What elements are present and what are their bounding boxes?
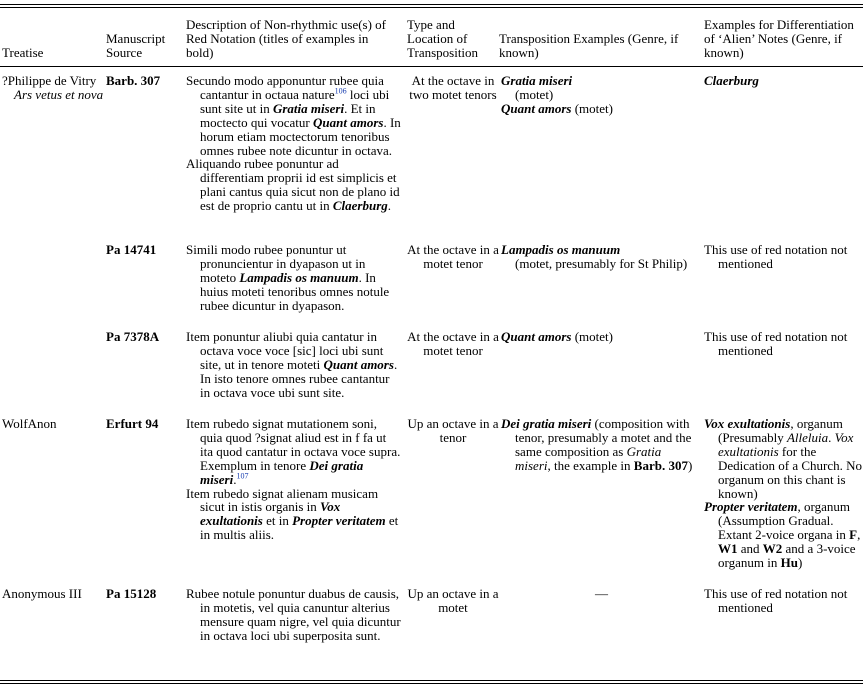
manuscript-ref: Barb. 307 xyxy=(633,457,688,473)
example-genre: for the Dedication of a Church. No organum on this chant is known) xyxy=(718,443,863,501)
example-title: Propter veritatem xyxy=(704,499,798,515)
description-text: . In horum etiam moctectorum tenoribus omnes rubee note dicuntur in octava. xyxy=(200,114,401,158)
description-text: . In isto tenore omnes rubee cantantur in octava voce ubi sunt site. xyxy=(200,356,398,400)
treatise-cell xyxy=(0,326,106,413)
treatise-cell xyxy=(0,239,106,326)
manuscript-source: Barb. 307 xyxy=(106,73,161,88)
transposition-type: Up an octave in a tenor xyxy=(407,416,499,445)
footnote-ref[interactable]: 106 xyxy=(334,86,347,96)
type-cell xyxy=(407,413,499,583)
description-text: . In huius moteti tenoribus omnes notule rubee dicuntur in dyapason. xyxy=(200,269,390,313)
header-manuscript: Manuscript Source xyxy=(106,31,166,61)
description-cell xyxy=(186,62,407,239)
description-text: Rubee notule ponuntur duabus de causis, in motetis, vel quia canuntur alterius mensure quam nigre, vel quia dicuntur in octava loci ubi superposita sunt. xyxy=(186,586,401,643)
transposition-type: At the octave in two motet tenors xyxy=(409,73,497,102)
example-genre: and a 3-voice organum in xyxy=(718,541,856,571)
treatise-name: ?Philippe de Vitry xyxy=(2,73,97,88)
differentiation-note: This use of red notation not mentioned xyxy=(704,586,848,615)
example-genre: (composition with tenor, presumably a motet and the same composition as xyxy=(515,416,692,459)
differentiation-cell xyxy=(704,62,863,239)
manuscript-source: Erfurt 94 xyxy=(106,416,159,431)
table-row xyxy=(0,326,863,413)
type-cell xyxy=(407,583,499,659)
differentiation-cell xyxy=(704,583,863,659)
table-row xyxy=(0,239,863,326)
transposition-type: At the octave in a motet tenor xyxy=(407,329,499,358)
example-title: Propter veritatem xyxy=(292,513,386,529)
example-title: Gratia miseri xyxy=(515,443,662,473)
header-type: Type and Location of Transposition xyxy=(407,17,479,61)
chant-title: Alleluia xyxy=(786,429,829,445)
manuscript-cell xyxy=(106,239,186,326)
differentiation-example xyxy=(704,417,863,500)
description-paragraph xyxy=(186,156,401,214)
description-cell xyxy=(186,239,407,326)
manuscript-ref: W2 xyxy=(762,541,783,557)
description-cell xyxy=(186,413,407,583)
example-genre: (motet, presumably for St Philip) xyxy=(515,255,688,271)
table-row xyxy=(0,413,863,583)
example-title: Vox exultationis xyxy=(200,499,341,529)
example-title: Quant amors xyxy=(323,356,394,372)
differentiation-cell xyxy=(704,239,863,326)
transposition-cell xyxy=(499,62,704,239)
manuscript-ref: F xyxy=(849,527,858,543)
transposition-cell xyxy=(499,326,704,413)
header-description: Description of Non-rhythmic use(s) of Red Notation (titles of examples in bold) xyxy=(186,17,387,61)
manuscript-ref: W1 xyxy=(718,541,738,557)
header-row xyxy=(0,0,863,62)
description-text: et in xyxy=(262,513,293,529)
description-text: et in multis aliis. xyxy=(200,513,399,543)
description-paragraph xyxy=(186,73,401,158)
treatise-cell xyxy=(0,62,106,239)
manuscript-cell xyxy=(106,583,186,659)
description-paragraph xyxy=(186,416,401,487)
empty-dash: — xyxy=(595,586,608,601)
description-text: Item ponuntur aliubi quia cantatur in octava voce voce [sic] loci ubi sunt site, ut in tenore moteti xyxy=(186,329,384,372)
description-text: Aliquando rubee ponuntur ad differentiam proprii id est simplicis et plani cantus quia sicut non de plano id est de proprio cantu ut in xyxy=(186,156,400,214)
description-text: Secundo modo apponuntur rubee quia cantantur in octaua nature xyxy=(186,73,384,102)
differentiation-cell xyxy=(704,413,863,583)
chant-title: Vox exultationis xyxy=(718,429,854,459)
example-title: Quant amors xyxy=(313,114,384,130)
header-treatise: Treatise xyxy=(2,45,44,61)
treatise-subtitle: Ars vetus et nova xyxy=(14,86,104,102)
example-title: Gratia miseri xyxy=(272,100,345,116)
example-title: Dei gratia miseri xyxy=(200,457,364,487)
transposition-example xyxy=(501,102,704,116)
table-row xyxy=(0,583,863,659)
manuscript-cell xyxy=(106,413,186,583)
transposition-type: At the octave in a motet tenor xyxy=(407,242,499,271)
example-genre: , the example in xyxy=(547,457,634,473)
manuscript-source: Pa 15128 xyxy=(106,586,157,601)
example-title: Vox exultationis xyxy=(704,416,791,431)
description-text: . xyxy=(233,471,237,487)
example-genre: (motet) xyxy=(571,100,613,116)
bottom-rule-2 xyxy=(0,683,863,684)
example-title: Quant amors xyxy=(501,329,572,344)
header-differentiation: Examples for Differentiation of ‘Alien’ Notes (Genre, if known) xyxy=(704,17,854,61)
transposition-cell xyxy=(499,239,704,326)
differentiation-cell xyxy=(704,326,863,413)
manuscript-ref: Hu xyxy=(780,555,798,571)
transposition-type: Up an octave in a motet xyxy=(407,586,499,615)
differentiation-note: This use of red notation not mentioned xyxy=(704,329,848,358)
example-genre: , organum (Presumably xyxy=(718,416,843,445)
description-text: Item rubedo signat mutationem soni, quia quod ?signat aliud est in f fa ut ita quod cantatur in octava voce supra. Exemplum in tenore xyxy=(186,416,401,473)
description-text: . Et in moctecto qui vocatur xyxy=(200,100,376,130)
example-title: Claerburg xyxy=(704,73,759,88)
treatise-name: WolfAnon xyxy=(2,416,57,431)
treatise-cell xyxy=(0,413,106,583)
example-title: Lampadis os manuum xyxy=(239,269,359,285)
manuscript-source: Pa 14741 xyxy=(106,242,157,257)
footnote-ref[interactable]: 107 xyxy=(236,471,249,481)
transposition-cell xyxy=(499,583,704,659)
manuscript-cell xyxy=(106,62,186,239)
transposition-example xyxy=(501,74,704,102)
description-paragraph xyxy=(186,485,401,543)
example-genre: (motet) xyxy=(515,86,554,102)
example-genre: , organum (Assumption Gradual. Extant 2-voice organa in xyxy=(718,499,850,543)
description-text: Simili modo rubee ponuntur ut pronuncientur in dyapason ut in moteto xyxy=(186,242,366,285)
description-cell xyxy=(186,326,407,413)
example-title: Claerburg xyxy=(332,198,388,214)
example-title: Dei gratia miseri xyxy=(501,416,592,431)
description-cell xyxy=(186,583,407,659)
header-transposition: Transposition Examples (Genre, if known) xyxy=(499,31,679,61)
manuscript-cell xyxy=(106,326,186,413)
table-row xyxy=(0,62,863,239)
example-title: Lampadis os manuum xyxy=(501,242,621,257)
example-genre: (motet) xyxy=(571,329,613,344)
manuscript-source: Pa 7378A xyxy=(106,329,160,344)
type-cell xyxy=(407,326,499,413)
example-genre: ) xyxy=(687,457,693,473)
example-genre: , xyxy=(857,527,861,543)
treatise-name: Anonymous III xyxy=(2,586,82,601)
type-cell xyxy=(407,239,499,326)
description-text: loci ubi sunt site ut in xyxy=(200,86,390,116)
type-cell xyxy=(407,62,499,239)
differentiation-example xyxy=(704,500,863,570)
description-text: Item rubedo signat alienam musicam sicut in istis organis in xyxy=(186,485,379,515)
example-genre: ) xyxy=(797,555,803,571)
transposition-cell xyxy=(499,413,704,583)
differentiation-note: This use of red notation not mentioned xyxy=(704,242,848,271)
example-genre: and xyxy=(737,541,763,557)
example-genre: . xyxy=(828,429,835,445)
description-text: . xyxy=(387,198,392,214)
bottom-rule-1 xyxy=(0,680,863,681)
example-title: Gratia miseri xyxy=(501,73,573,88)
example-title: Quant amors xyxy=(501,100,572,116)
treatise-cell xyxy=(0,583,106,659)
